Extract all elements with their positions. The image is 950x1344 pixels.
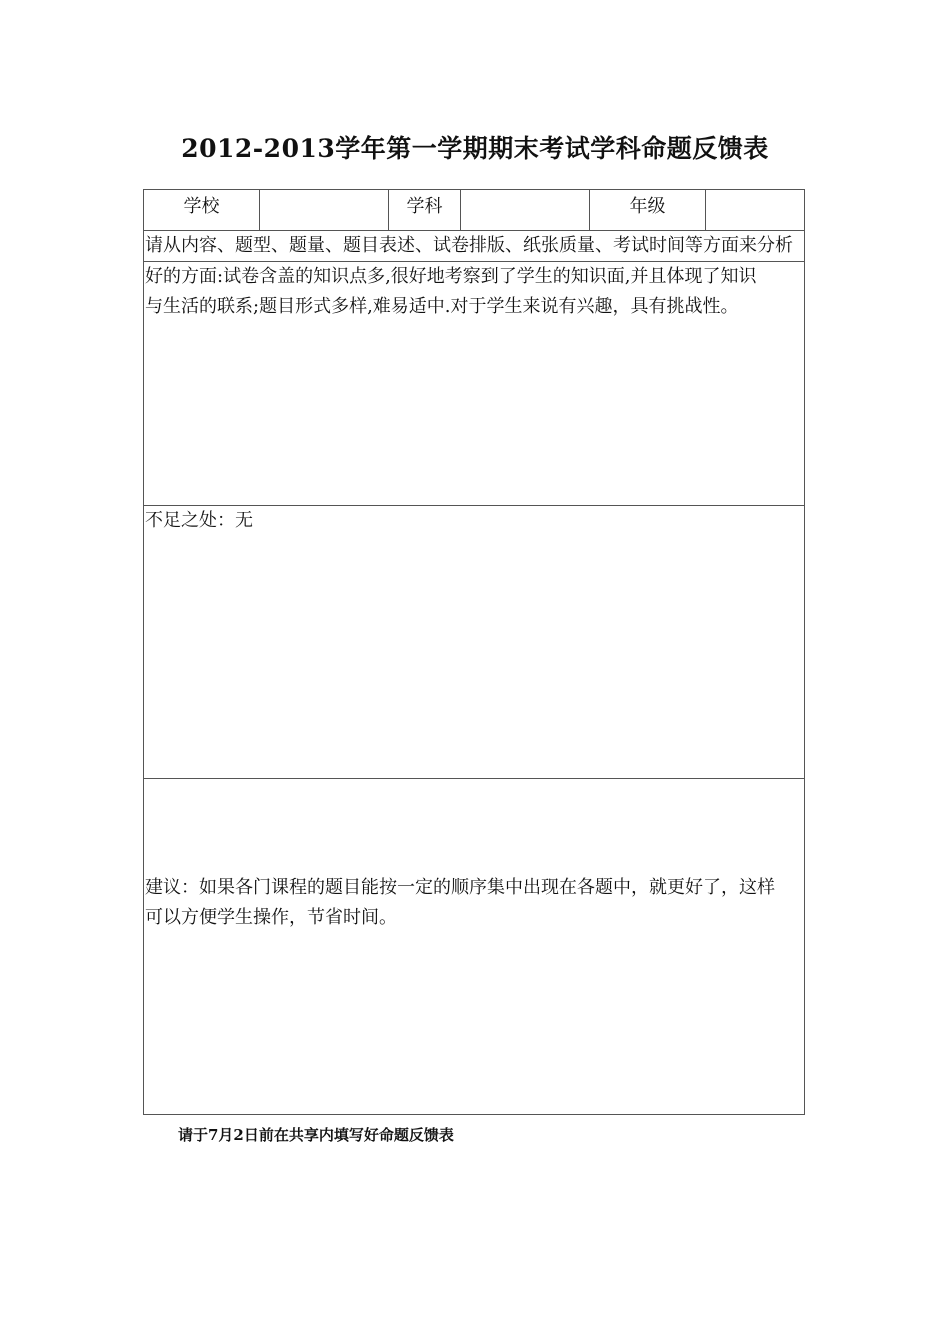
strengths-section bbox=[144, 262, 804, 506]
weaknesses-line-1: 不足之处：无 bbox=[145, 510, 253, 531]
suggestions-line-2: 可以方便学生操作，节省时间。 bbox=[145, 907, 397, 928]
subject-label: 学科 bbox=[389, 190, 461, 230]
strengths-line-2: 与生活的联系;题目形式多样,难易适中.对于学生来说有兴趣，具有挑战性。 bbox=[145, 296, 739, 317]
suggestions-line-1: 建议：如果各门课程的题目能按一定的顺序集中出现在各题中，就更好了，这样 bbox=[145, 877, 775, 898]
grade-field[interactable] bbox=[706, 190, 804, 230]
instruction-text: 请从内容、题型、题量、题目表述、试卷排版、纸张质量、考试时间等方面来分析 bbox=[144, 231, 805, 262]
header-row bbox=[144, 190, 804, 231]
page-title: 2012-2013学年第一学期期末考试学科命题反馈表 bbox=[181, 134, 769, 163]
grade-label: 年级 bbox=[590, 190, 706, 230]
strengths-line-1: 好的方面:试卷含盖的知识点多,很好地考察到了学生的知识面,并且体现了知识 bbox=[145, 266, 757, 287]
footer-note: 请于7月2日前在共享内填写好命题反馈表 bbox=[178, 1126, 454, 1144]
subject-field[interactable] bbox=[461, 190, 590, 230]
school-field[interactable] bbox=[260, 190, 389, 230]
weaknesses-section bbox=[144, 506, 804, 779]
suggestions-section bbox=[144, 779, 804, 1114]
school-label: 学校 bbox=[144, 190, 260, 230]
feedback-form-table bbox=[143, 189, 805, 1115]
